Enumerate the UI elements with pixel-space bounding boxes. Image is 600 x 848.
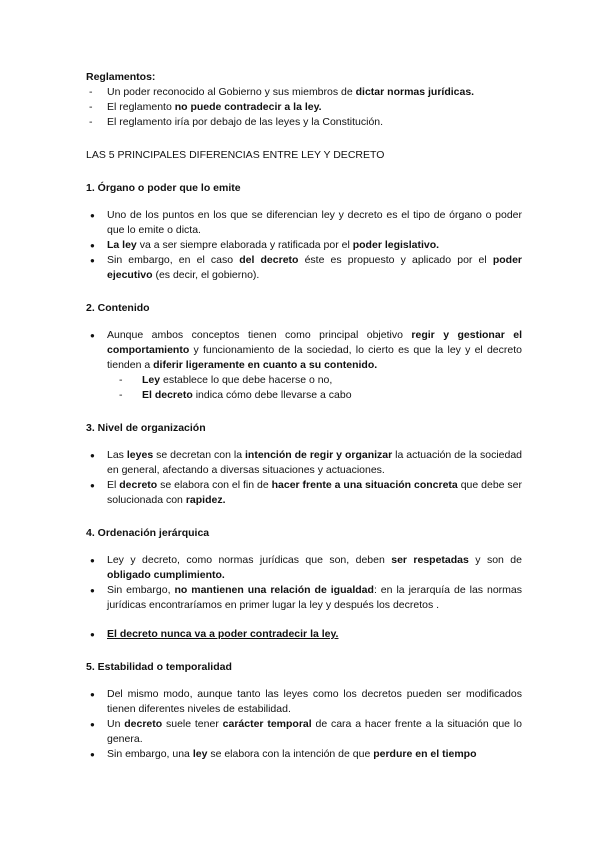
- list-item: ● El decreto nunca va a poder contradecir la ley.: [86, 627, 522, 642]
- section-2-title: 2. Contenido: [86, 302, 150, 314]
- section-1-list: [86, 208, 522, 283]
- list-item: ● Aunque ambos conceptos tienen como principal objetivo regir y gestionar el comportamiento y funcionamiento de la sociedad, lo cierto es que la ley y el decreto tienden a diferir ligeramente en cuanto a su contenido.: [86, 328, 522, 373]
- reglamentos-list: [86, 85, 522, 130]
- list-item: - El reglamento iría por debajo de las leyes y la Constitución.: [86, 115, 522, 130]
- list-item: - El reglamento no puede contradecir a la ley.: [86, 100, 522, 115]
- list-item: - Ley establece lo que debe hacerse o no,: [86, 373, 522, 388]
- list-item: ● Las leyes se decretan con la intención de regir y organizar la actuación de la sociedad en general, afectando a diversas situaciones y actuaciones.: [86, 448, 522, 478]
- section-5-list: [86, 687, 522, 762]
- list-item: - Un poder reconocido al Gobierno y sus miembros de dictar normas jurídicas.: [86, 85, 522, 100]
- main-title: LAS 5 PRINCIPALES DIFERENCIAS ENTRE LEY Y DECRETO: [86, 149, 385, 161]
- list-item: ● Del mismo modo, aunque tanto las leyes como los decretos pueden ser modificados tienen diferentes niveles de estabilidad.: [86, 687, 522, 717]
- section-4-emphasis-list: [86, 627, 522, 642]
- section-4-list: [86, 553, 522, 613]
- section-2-list: [86, 328, 522, 373]
- list-item: ● Sin embargo, en el caso del decreto éste es propuesto y aplicado por el poder ejecutivo (es decir, el gobierno).: [86, 253, 522, 283]
- list-item: ● La ley va a ser siempre elaborada y ratificada por el poder legislativo.: [86, 238, 522, 253]
- list-item: ● Sin embargo, una ley se elabora con la intención de que perdure en el tiempo: [86, 747, 522, 762]
- list-item: ● Un decreto suele tener carácter temporal de cara a hacer frente a la situación que lo genera.: [86, 717, 522, 747]
- section-3-title: 3. Nivel de organización: [86, 422, 206, 434]
- section-3-list: [86, 448, 522, 508]
- list-item: ● El decreto se elabora con el fin de hacer frente a una situación concreta que debe ser solucionada con rapidez.: [86, 478, 522, 508]
- list-item: ● Sin embargo, no mantienen una relación de igualdad: en la jerarquía de las normas jurídicas encontraríamos en primer lugar la ley y después los decretos .: [86, 583, 522, 613]
- section-4-title: 4. Ordenación jerárquica: [86, 527, 210, 539]
- list-item: ● Ley y decreto, como normas jurídicas que son, deben ser respetadas y son de obligado cumplimiento.: [86, 553, 522, 583]
- section-2-sublist: [86, 373, 522, 403]
- list-item: - El decreto indica cómo debe llevarse a cabo: [86, 388, 522, 403]
- section-5-title: 5. Estabilidad o temporalidad: [86, 661, 232, 673]
- reglamentos-title: Reglamentos:: [86, 71, 156, 83]
- section-1-title: 1. Órgano o poder que lo emite: [86, 182, 241, 194]
- list-item: ● Uno de los puntos en los que se diferencian ley y decreto es el tipo de órgano o poder que lo emite o dicta.: [86, 208, 522, 238]
